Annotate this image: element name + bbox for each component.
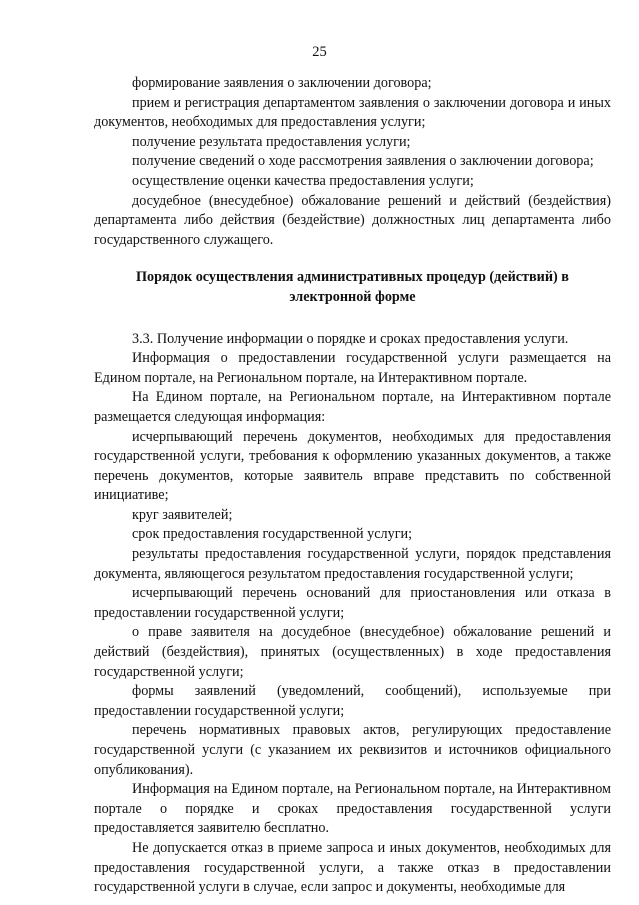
paragraph: формы заявлений (уведомлений, сообщений), используемые при предоставлении государственной услуги; (94, 683, 611, 719)
page-number: 25 (312, 44, 327, 60)
paragraph: Не допускается отказ в приеме запроса и иных документов, необходимых для предоставления государственной услуги, а также отказ в предоставлении государственной услуги в случае, если запрос и документы, необходимые для (94, 839, 611, 896)
paragraph: исчерпывающий перечень оснований для приостановления или отказа в предоставлении государственной услуги; (94, 585, 611, 621)
paragraph: досудебное (внесудебное) обжалование решений и действий (бездействия) департамента либо действия (бездействие) должностных лиц департамента либо государственного служащего. (94, 192, 611, 248)
section-heading: Порядок осуществления административных процедур (действий) в электронной форме (136, 269, 569, 305)
paragraph: 3.3. Получение информации о порядке и сроках предоставления услуги. (132, 330, 569, 347)
paragraph: получение результата предоставления услуги; (132, 133, 411, 150)
paragraph: срок предоставления государственной услуги; (132, 526, 413, 543)
paragraph: исчерпывающий перечень документов, необходимых для предоставления государственной услуги, требования к оформлению указанных документов, а также перечень документов, которые заявитель вправе представить по собственной инициативе; (94, 428, 611, 504)
paragraph: получение сведений о ходе рассмотрения заявления о заключении договора; (132, 153, 594, 170)
paragraph: формирование заявления о заключении договора; (132, 75, 432, 91)
paragraph: результаты предоставления государственной услуги, порядок представления документа, являющегося результатом предоставления государственной услуги; (94, 546, 611, 582)
paragraph: перечень нормативных правовых актов, регулирующих предоставление государственной услуги (с указанием их реквизитов и источников официального опубликования). (94, 722, 611, 778)
paragraph: круг заявителей; (132, 506, 233, 523)
document-body (94, 74, 611, 898)
paragraph: На Едином портале, на Региональном портале, на Интерактивном портале размещается следующая информация: (94, 389, 611, 425)
paragraph: Информация о предоставлении государственной услуги размещается на Едином портале, на Региональном портале, на Интерактивном портале. (94, 350, 611, 386)
paragraph: прием и регистрация департаментом заявления о заключении договора и иных документов, необходимых для предоставления услуги; (94, 94, 611, 131)
paragraph: о праве заявителя на досудебное (внесудебное) обжалование решений и действий (бездействия), принятых (осуществленных) в ходе предоставления государственной услуги; (94, 624, 611, 680)
paragraph: Информация на Едином портале, на Региональном портале, на Интерактивном портале о порядке и сроках предоставления государственной услуги предоставляется заявителю бесплатно. (94, 781, 611, 837)
paragraph: осуществление оценки качества предоставления услуги; (132, 172, 474, 189)
